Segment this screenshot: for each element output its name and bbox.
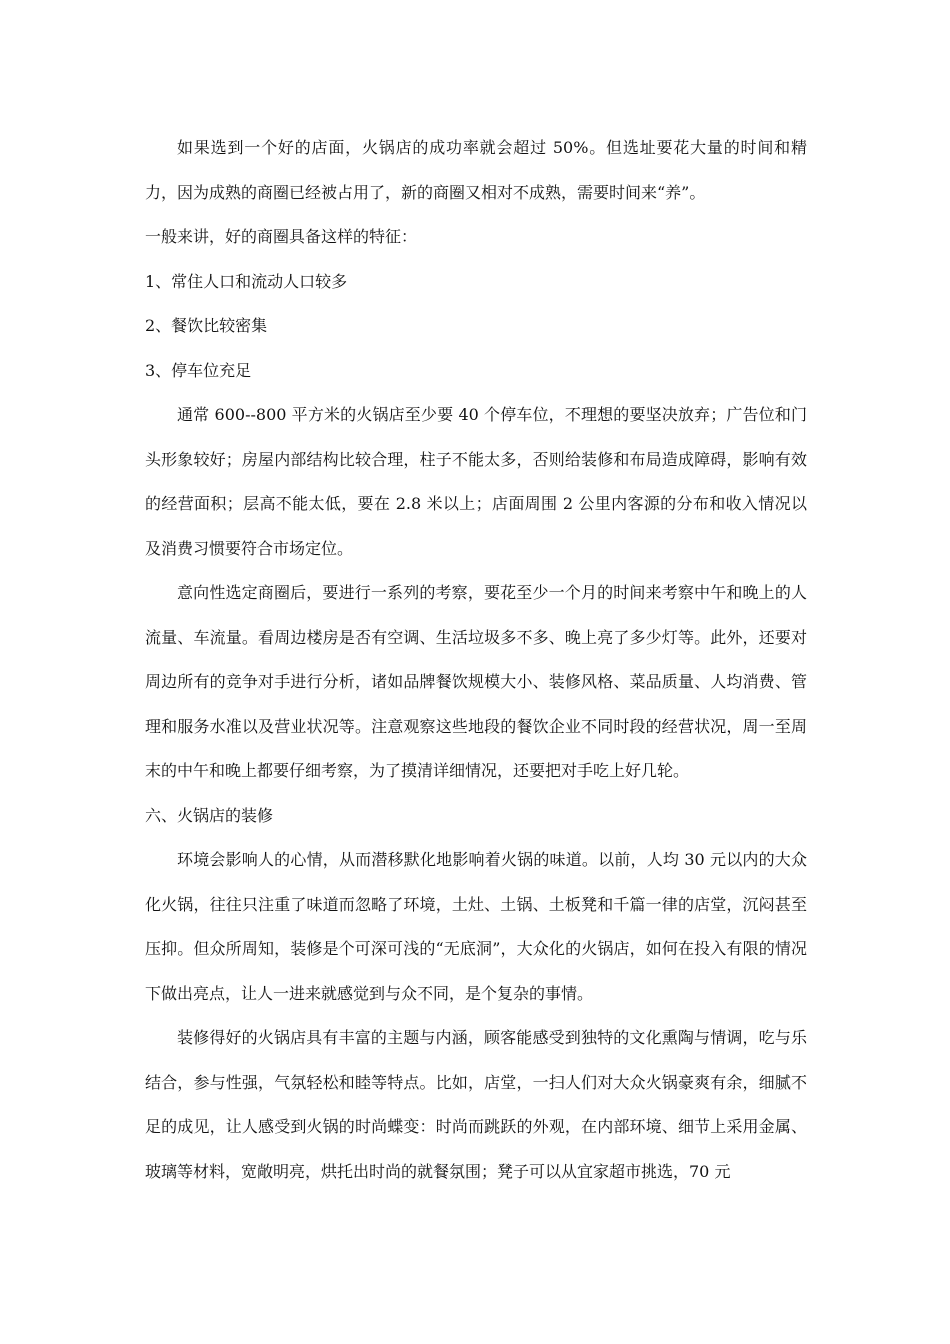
document-body (145, 126, 807, 1194)
paragraph-intro: 一般来讲，好的商圈具备这样的特征： (145, 227, 418, 246)
list-item-dining-density: 2、餐饮比较密集 (145, 316, 268, 335)
paragraph-environment: 环境会影响人的心情，从而潜移默化地影响着火锅的味道。以前，人均 30 元以内的大众化火锅，往往只注重了味道而忽略了环境，土灶、土锅、土板凳和千篇一律的店堂，沉闷甚至压抑。但众所周知，装修是个可深可浅的“无底洞”，大众化的火锅店，如何在投入有限的情况下做出亮点，让人一进来就感觉到与众不同，是个复杂的事情。 (145, 850, 807, 1003)
paragraph-site-selection: 如果选到一个好的店面，火锅店的成功率就会超过 50%。但选址要花大量的时间和精力，因为成熟的商圈已经被占用了，新的商圈又相对不成熟，需要时间来“养”。 (145, 138, 807, 202)
paragraph-decoration-theme: 装修得好的火锅店具有丰富的主题与内涵，顾客能感受到独特的文化熏陶与情调，吃与乐结合，参与性强，气氛轻松和睦等特点。比如，店堂，一扫人们对大众火锅豪爽有余，细腻不足的成见，让人感受到火锅的时尚蝶变：时尚而跳跃的外观，在内部环境、细节上采用金属、玻璃等材料，宽敞明亮，烘托出时尚的就餐氛围；凳子可以从宜家超市挑选，70 元 (145, 1028, 807, 1181)
list-item-parking: 3、停车位充足 (145, 360, 252, 380)
section-heading-decoration: 六、火锅店的装修 (145, 805, 274, 825)
paragraph-parking-details: 通常 600--800 平方米的火锅店至少要 40 个停车位，不理想的要坚决放弃；广告位和门头形象较好；房屋内部结构比较合理，柱子不能太多，否则给装修和布局造成障碍，影响有效的经营面积；层高不能太低，要在 2.8 米以上；店面周围 2 公里内客源的分布和收入情况以及消费习惯要符合市场定位。 (145, 405, 807, 558)
paragraph-investigation: 意向性选定商圈后，要进行一系列的考察，要花至少一个月的时间来考察中午和晚上的人流量、车流量。看周边楼房是否有空调、生活垃圾多不多、晚上亮了多少灯等。此外，还要对周边所有的竞争对手进行分析，诸如品牌餐饮规模大小、装修风格、菜品质量、人均消费、管理和服务水准以及营业状况等。注意观察这些地段的餐饮企业不同时段的经营状况，周一至周末的中午和晚上都要仔细考察，为了摸清详细情况，还要把对手吃上好几轮。 (145, 583, 807, 780)
list-item-population: 1、常住人口和流动人口较多 (145, 271, 348, 291)
